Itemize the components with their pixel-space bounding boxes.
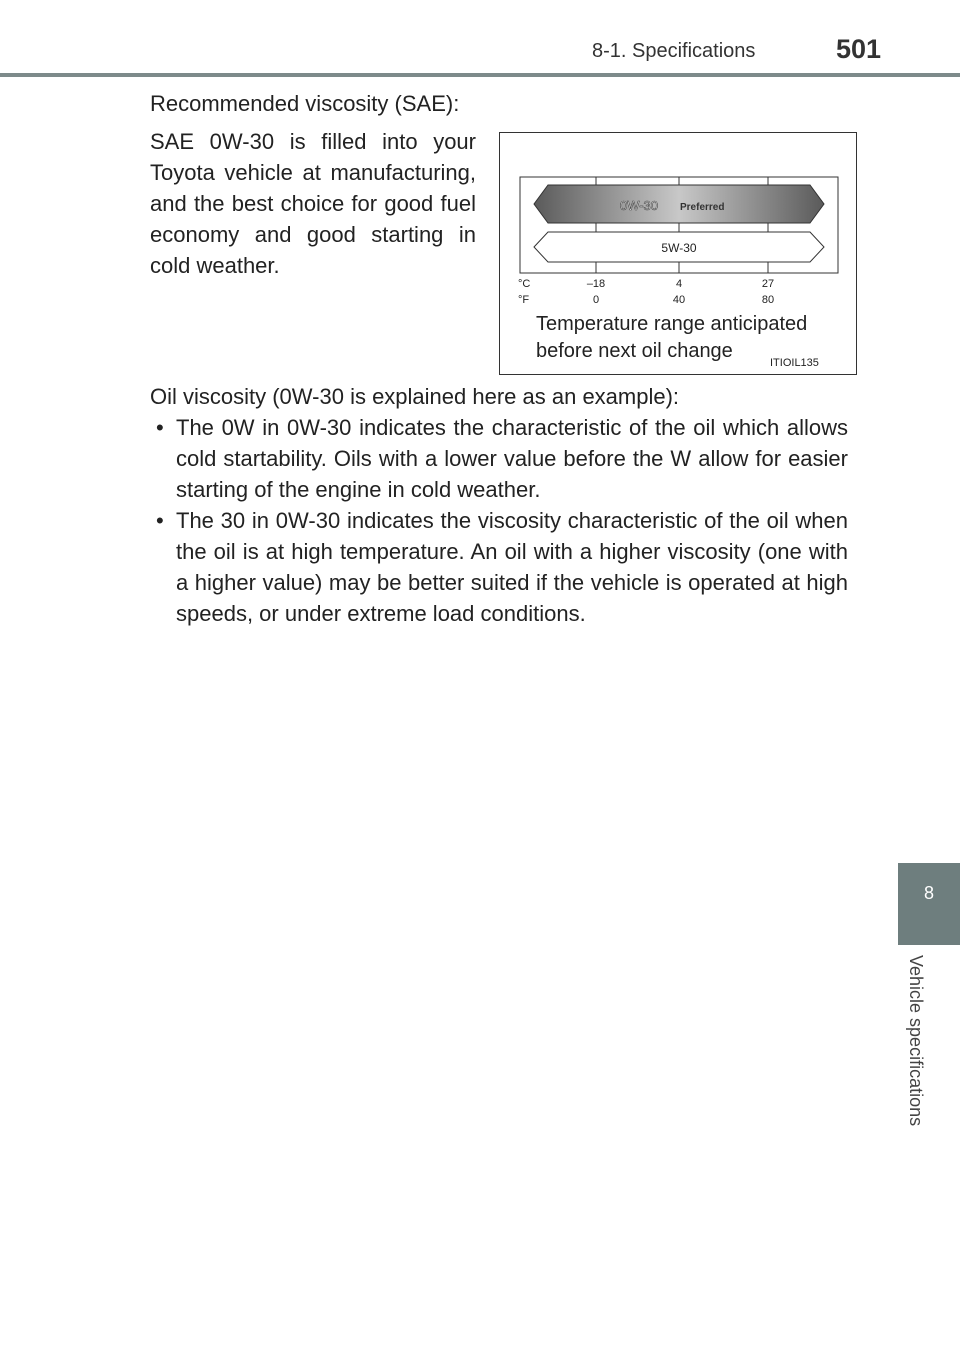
oil-viscosity-heading: Oil viscosity (0W-30 is explained here as an example):	[150, 384, 680, 409]
viscosity-figure	[499, 132, 857, 375]
axis-unit-fahrenheit: °F	[518, 294, 530, 306]
tick-label-c: 27	[761, 278, 775, 290]
figure-caption-line: Temperature range anticipated	[536, 313, 808, 335]
figure-code: ITIOIL135	[770, 357, 819, 369]
chapter-label: Vehicle specifications	[906, 955, 926, 1127]
list-item	[156, 505, 848, 629]
bullet-symbol: •	[156, 508, 164, 533]
chapter-number: 8	[923, 883, 934, 903]
recommended-viscosity-heading: Recommended viscosity (SAE):	[150, 91, 460, 116]
bar-label-5w30: 5W-30	[661, 241, 697, 255]
tick-label-f: 80	[761, 294, 775, 306]
axis-unit-celsius: °C	[518, 278, 531, 290]
tick-label-c: 4	[675, 278, 683, 290]
figure-caption	[536, 311, 807, 365]
bullet-text: The 0W in 0W-30 indicates the characteristic of the oil which allows cold startability. Oils with a lower value before the W allow for easier starting of the engine in cold weather.	[176, 415, 848, 502]
list-item	[156, 412, 848, 505]
page-number: 501	[836, 34, 882, 64]
bar-tag-preferred: Preferred	[680, 202, 725, 213]
intro-paragraph: SAE 0W-30 is filled into your Toyota vehicle at manufacturing, and the best choice for good fuel economy and good starting in cold weather.	[150, 129, 476, 278]
header-rule	[0, 73, 960, 77]
figure-caption-line: before next oil change	[536, 340, 733, 362]
chapter-tab[interactable]	[898, 863, 960, 945]
bar-label-0w30: 0W-30	[619, 198, 658, 213]
section-title: 8-1. Specifications	[592, 40, 756, 62]
tick-label-f: 40	[672, 294, 686, 306]
tick-label-f: 0	[592, 294, 600, 306]
bullet-text: The 30 in 0W-30 indicates the viscosity characteristic of the oil when the oil is at high temperature. An oil with a higher viscosity (one with a higher value) may be better suited if the vehicle is operated at high speeds, or under extreme load conditions.	[176, 508, 848, 626]
bullet-symbol: •	[156, 415, 164, 440]
tick-label-c: –18	[586, 278, 606, 290]
preferred-range-arrow	[534, 185, 824, 223]
viscosity-bullet-list	[156, 412, 848, 629]
